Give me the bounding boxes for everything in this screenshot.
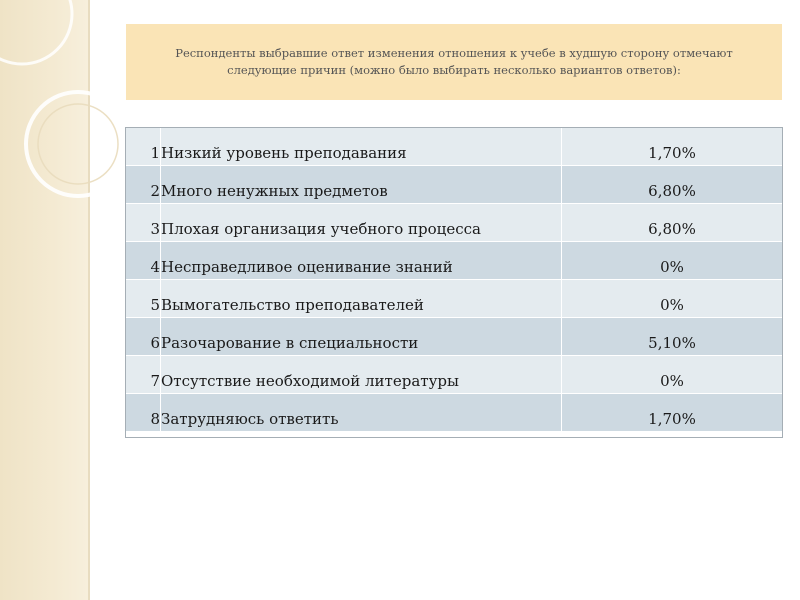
reasons-table	[125, 127, 783, 432]
title-line-2: следующие причин (можно было выбирать несколько вариантов ответов):	[227, 63, 681, 77]
row-label: Несправедливое оценивание знаний	[161, 242, 562, 280]
row-value: 1,70%	[562, 128, 783, 166]
decorative-circles-icon	[0, 0, 140, 240]
slide-title	[175, 45, 733, 79]
table-row	[126, 318, 783, 356]
row-label: Плохая организация учебного процесса	[161, 204, 562, 242]
row-value: 0%	[562, 280, 783, 318]
row-number: 8	[126, 394, 161, 432]
table-row	[126, 166, 783, 204]
row-value: 1,70%	[562, 394, 783, 432]
table-row	[126, 242, 783, 280]
table-row	[126, 204, 783, 242]
row-value: 6,80%	[562, 166, 783, 204]
table-row	[126, 356, 783, 394]
table-row	[126, 128, 783, 166]
table-row	[126, 280, 783, 318]
row-number: 1	[126, 128, 161, 166]
row-value: 0%	[562, 242, 783, 280]
row-number: 5	[126, 280, 161, 318]
row-label: Вымогательство преподавателей	[161, 280, 562, 318]
row-number: 6	[126, 318, 161, 356]
row-value: 0%	[562, 356, 783, 394]
row-label: Отсутствие необходимой литературы	[161, 356, 562, 394]
row-number: 7	[126, 356, 161, 394]
row-label: Разочарование в специальности	[161, 318, 562, 356]
slide-title-box	[126, 24, 782, 100]
row-label: Много ненужных предметов	[161, 166, 562, 204]
row-label: Затрудняюсь ответить	[161, 394, 562, 432]
row-value: 5,10%	[562, 318, 783, 356]
row-number: 4	[126, 242, 161, 280]
table-row	[126, 394, 783, 432]
row-number: 3	[126, 204, 161, 242]
row-number: 2	[126, 166, 161, 204]
title-line-1: Респонденты выбравшие ответ изменения отношения к учебе в худшую сторону отмечают	[175, 46, 733, 60]
row-value: 6,80%	[562, 204, 783, 242]
row-label: Низкий уровень преподавания	[161, 128, 562, 166]
